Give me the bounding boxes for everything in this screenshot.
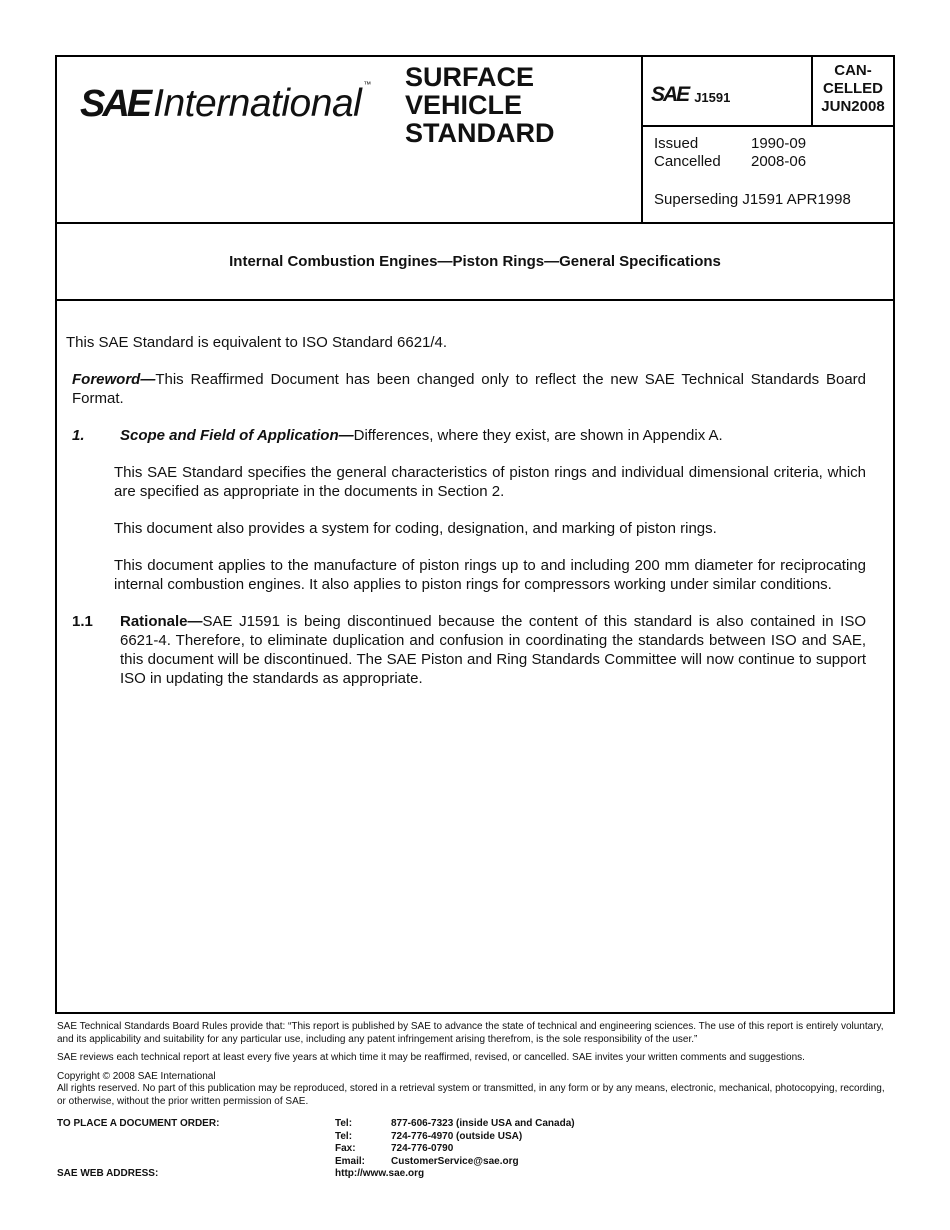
document-title: Internal Combustion Engines—Piston Rings—General Specifications [229, 253, 721, 270]
contact-label: Email: [335, 1155, 366, 1167]
web-address-link[interactable]: http://www.sae.org [335, 1168, 425, 1179]
contact-label: Tel: [335, 1130, 353, 1142]
section-1-1-text: SAE J1591 is being discontinued because the content of this standard is also contained in ISO 6621-4. Therefore, to eliminate duplication and confusion in coordinating the standards between ISO and SAE, this document will be discontinued. The SAE Piston and Ring Standards Committee will now continue to support ISO in updating the standards as appropriate. [120, 613, 866, 687]
intro-paragraph: This SAE Standard is equivalent to ISO Standard 6621/4. [66, 334, 448, 351]
logo-trademark: ™ [363, 80, 372, 89]
section-1-paragraph: This document also provides a system for coding, designation, and marking of piston rings. [114, 520, 717, 537]
contact-value: 877-606-7323 (inside USA and Canada) [391, 1118, 575, 1129]
contact-row [335, 1143, 575, 1156]
title-bottom-rule [55, 299, 895, 301]
foreword-text: This Reaffirmed Document has been changed only to reflect the new SAE Technical Standards Board Format. [72, 371, 866, 407]
cancelled-stamp [813, 62, 893, 116]
section-1-1-text-wrap [120, 612, 866, 688]
sae-international-logo [80, 78, 371, 124]
contact-value: 724-776-4970 (outside USA) [391, 1130, 523, 1142]
cancelled-box-rule [641, 125, 895, 127]
sae-small-logo: SAE [651, 83, 689, 106]
section-1-text-wrap [120, 426, 866, 445]
document-type [405, 63, 555, 147]
header-divider [641, 55, 643, 224]
footer-copyright: Copyright © 2008 SAE International [57, 1070, 216, 1082]
footer-rights: All rights reserved. No part of this publication may be reproduced, stored in a retrieval system or transmitted, in any form or by any means, electronic, mechanical, photocopying, recording, or otherwise, without the prior written permission of SAE. [57, 1083, 885, 1107]
cancelled-label: Cancelled [654, 153, 721, 170]
doc-number: J1591 [694, 89, 731, 105]
footer-rules: SAE Technical Standards Board Rules provide that: “This report is published by SAE to advance the state of technical and engineering sciences. The use of this report is entirely voluntary, and its applicability and suitability for any particular use, including any patent infringement arising therefrom, is the sole responsibility of the user.” [57, 1021, 884, 1045]
doc-number-block [651, 83, 730, 107]
footer-review: SAE reviews each technical report at least every five years at which time it may be reaffirmed, revised, or cancelled. SAE invites your written comments and suggestions. [57, 1052, 805, 1063]
cancelled-line: CAN- [834, 62, 872, 79]
logo-sae-text: SAE [80, 83, 150, 125]
doc-type-line: STANDARD [405, 118, 555, 148]
section-1-text: Differences, where they exist, are shown in Appendix A. [353, 427, 723, 444]
cancelled-line: JUN2008 [821, 98, 885, 115]
footer-notes [57, 1021, 895, 1114]
doc-type-line: VEHICLE [405, 90, 523, 120]
contact-row [335, 1168, 575, 1181]
foreword-label: Foreword— [72, 371, 156, 388]
email-link[interactable]: CustomerService@sae.org [391, 1155, 519, 1167]
issued-value: 1990-09 [751, 135, 807, 152]
contact-row [335, 1131, 575, 1144]
superseding-text: Superseding J1591 APR1998 [654, 191, 851, 208]
section-1-label: Scope and Field of Application— [120, 427, 354, 444]
section-1-1-label: Rationale— [120, 613, 203, 630]
contact-label: Tel: [335, 1118, 353, 1129]
order-label: TO PLACE A DOCUMENT ORDER: [57, 1118, 220, 1129]
section-1-1-number: 1.1 [72, 613, 93, 630]
doc-type-line: SURFACE [405, 62, 535, 92]
issued-label: Issued [654, 135, 699, 152]
contact-row [335, 1156, 575, 1169]
section-1-paragraph: This document applies to the manufacture of piston rings up to and including 200 mm diameter for reciprocating internal combustion engines. It also applies to piston rings for compressors working under similar conditions. [114, 557, 866, 593]
web-label: SAE WEB ADDRESS: [57, 1168, 159, 1179]
cancelled-value: 2008-06 [751, 153, 807, 170]
foreword-paragraph [66, 370, 866, 408]
section-1-1 [66, 612, 866, 688]
contact-row [335, 1118, 575, 1131]
cancelled-line: CELLED [823, 80, 883, 97]
section-1-paragraph: This SAE Standard specifies the general characteristics of piston rings and individual dimensional criteria, which are specified as appropriate in the documents in Section 2. [114, 464, 866, 500]
section-1-heading [66, 426, 866, 445]
contact-value: 724-776-0790 [391, 1143, 454, 1154]
logo-international-text: International [153, 82, 362, 125]
contact-list [335, 1118, 575, 1181]
contact-label: Fax: [335, 1143, 356, 1154]
section-1-number: 1. [72, 427, 85, 444]
date-info [654, 135, 806, 171]
document-body [66, 333, 866, 706]
